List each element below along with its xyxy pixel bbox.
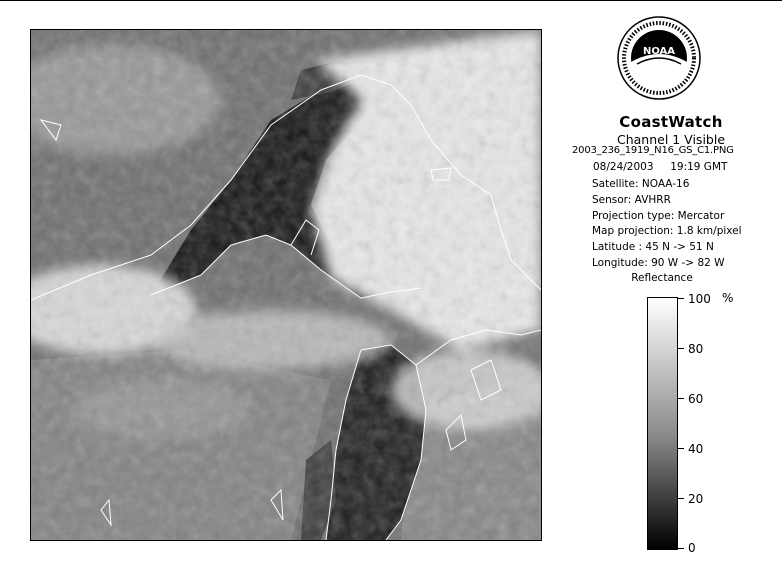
tick-mark bbox=[678, 348, 684, 349]
tick-label-20: 20 bbox=[688, 492, 704, 506]
tick-label-60: 60 bbox=[688, 392, 704, 406]
tick-mark bbox=[678, 298, 684, 299]
tick-label-100: 100 bbox=[688, 292, 711, 306]
sensor-label: Sensor: AVHRR bbox=[592, 194, 671, 206]
tick-mark bbox=[678, 498, 684, 499]
noaa-logo-text: NOAA bbox=[642, 46, 676, 57]
panel-title: CoastWatch bbox=[619, 113, 723, 131]
noaa-logo bbox=[617, 16, 701, 100]
legend-title: Reflectance bbox=[631, 272, 693, 284]
tick-label-80: 80 bbox=[688, 342, 704, 356]
latitude-label: Latitude : 45 N -> 51 N bbox=[592, 241, 714, 253]
legend-unit: % bbox=[722, 291, 734, 305]
tick-mark bbox=[678, 398, 684, 399]
top-rule bbox=[0, 0, 782, 1]
map-image bbox=[31, 30, 541, 540]
datetime-label: 08/24/2003 19:19 GMT bbox=[593, 161, 728, 173]
tick-label-0: 0 bbox=[688, 541, 696, 555]
projection-type-label: Projection type: Mercator bbox=[592, 210, 725, 222]
tick-label-40: 40 bbox=[688, 442, 704, 456]
tick-mark bbox=[678, 548, 684, 549]
tick-mark bbox=[678, 448, 684, 449]
satellite-label: Satellite: NOAA-16 bbox=[592, 178, 690, 190]
channel-label: Channel 1 Visible bbox=[616, 132, 726, 147]
map-projection-label: Map projection: 1.8 km/pixel bbox=[592, 225, 742, 237]
reflectance-colorbar bbox=[647, 297, 678, 550]
info-panel bbox=[560, 113, 782, 269]
satellite-map bbox=[30, 29, 542, 541]
longitude-label: Longitude: 90 W -> 82 W bbox=[592, 257, 725, 269]
filename-label: 2003_236_1919_N16_GS_C1.PNG bbox=[572, 145, 734, 156]
